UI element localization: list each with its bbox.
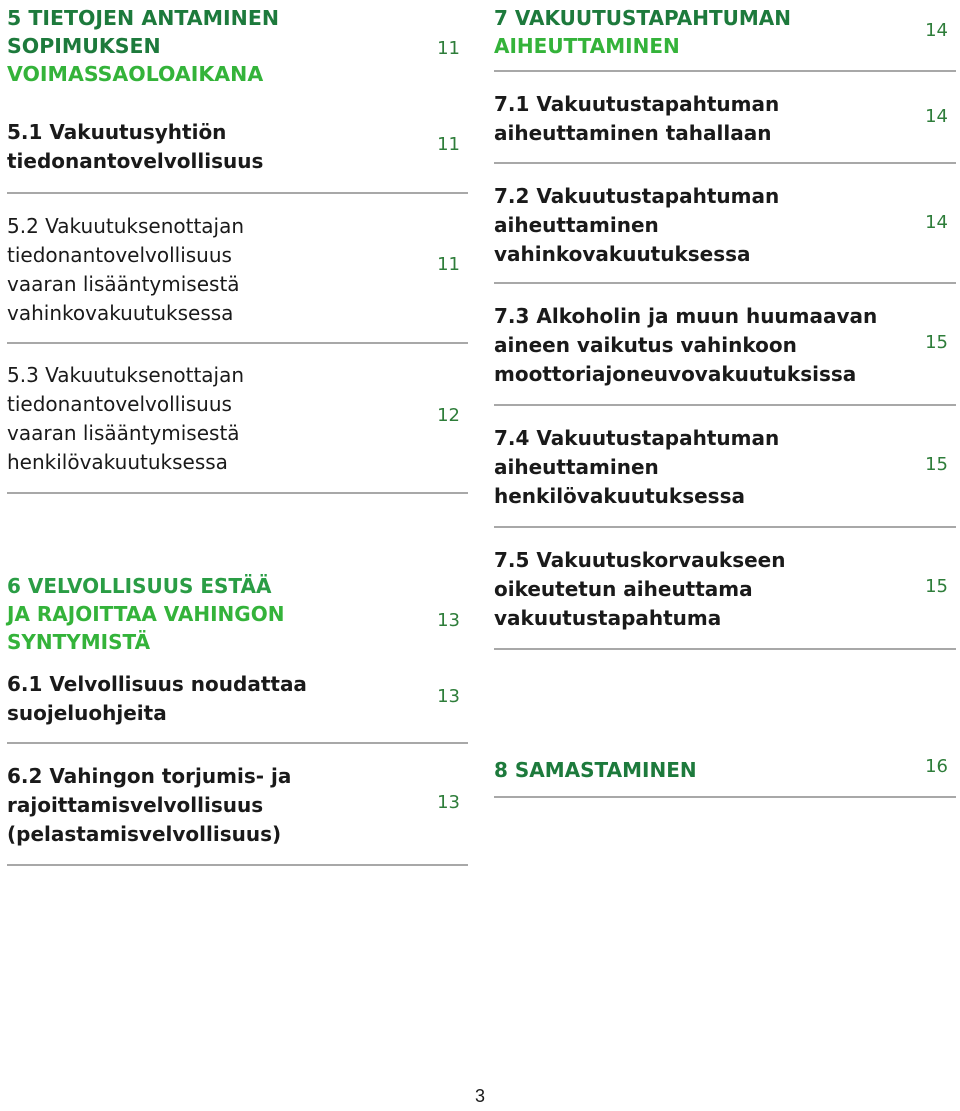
page-number-ref: 11 [437,38,460,59]
page-number-ref: 11 [437,254,460,275]
label-line: 7.1 Vakuutustapahtuman [494,92,780,116]
label-line: vaaran lisääntymisestä [7,421,240,445]
toc-entry-6-2[interactable] [7,762,468,866]
title-line: VOIMASSAOLOAIKANA [7,62,264,86]
title-line: SOPIMUKSEN [7,34,161,58]
toc-section-7[interactable] [494,4,956,72]
page-number-ref: 15 [925,576,948,597]
page-number-ref: 15 [925,454,948,475]
toc-entry-7-2[interactable] [494,182,956,284]
title-line: 5 TIETOJEN ANTAMINEN [7,6,279,30]
title-line: 6 VELVOLLISUUS ESTÄÄ [7,574,272,598]
toc-entry-label [7,670,307,728]
toc-entry-label [494,424,779,511]
label-line: henkilövakuutuksessa [494,484,745,508]
page-number-ref: 13 [437,792,460,813]
page-number-ref: 14 [925,106,948,127]
toc-entry-5-1[interactable] [7,118,468,194]
label-line: 7.5 Vakuutuskorvaukseen [494,548,786,572]
label-line: moottoriajoneuvovakuutuksissa [494,362,857,386]
toc-right-column [494,0,956,798]
label-line: aineen vaikutus vahinkoon [494,333,797,357]
toc-entry-label [7,361,244,477]
label-line: (pelastamisvelvollisuus) [7,822,282,846]
page-number-ref: 13 [437,686,460,707]
title-line: 7 VAKUUTUSTAPAHTUMAN [494,6,792,30]
toc-entry-label [7,118,263,176]
toc-left-column [7,0,468,866]
toc-entry-5-3[interactable] [7,361,468,494]
label-line: 7.2 Vakuutustapahtuman [494,184,780,208]
label-line: oikeutetun aiheuttama [494,577,753,601]
label-line: 5.2 Vakuutuksenottajan [7,214,245,238]
label-line: suojeluohjeita [7,701,167,725]
toc-section-8-title: 8 SAMASTAMINEN [494,758,697,782]
label-line: aiheuttaminen [494,455,659,479]
toc-entry-6-1[interactable] [7,670,468,744]
label-line: vakuutustapahtuma [494,606,722,630]
label-line: vahinkovakuutuksessa [494,242,751,266]
toc-entry-7-1[interactable] [494,90,956,164]
label-line: 6.2 Vahingon torjumis- ja [7,764,292,788]
toc-entry-label [7,762,291,849]
label-line: rajoittamisvelvollisuus [7,793,264,817]
toc-entry-5-2[interactable] [7,212,468,344]
toc-section-7-title [494,4,791,60]
label-line: 5.1 Vakuutusyhtiön [7,120,227,144]
toc-entry-7-5[interactable] [494,546,956,650]
toc-entry-7-3[interactable] [494,302,956,406]
page-number-ref: 12 [437,405,460,426]
page-number-ref: 14 [925,20,948,41]
toc-section-5-title [7,4,279,88]
label-line: aiheuttaminen [494,213,659,237]
label-line: tiedonantovelvollisuus [7,392,232,416]
toc-entry-label [494,546,785,633]
toc-section-6-title [7,572,284,656]
toc-entry-7-4[interactable] [494,424,956,528]
toc-entry-label [7,212,244,328]
toc-section-5[interactable] [7,4,468,92]
label-line: vahinkovakuutuksessa [7,301,234,325]
label-line: vaaran lisääntymisestä [7,272,240,296]
toc-section-6[interactable] [7,572,468,666]
label-line: henkilövakuutuksessa [7,450,228,474]
toc-entry-label [494,90,779,148]
page-number-ref: 15 [925,332,948,353]
page-number-ref: 11 [437,134,460,155]
label-line: 7.3 Alkoholin ja muun huumaavan [494,304,878,328]
title-line: JA RAJOITTAA VAHINGON [7,602,285,626]
page-number-ref: 16 [925,756,948,777]
toc-section-8[interactable] [494,756,956,798]
label-line: tiedonantovelvollisuus [7,243,232,267]
toc-entry-label [494,302,877,389]
page-number-ref: 13 [437,610,460,631]
footer-page-number: 3 [474,1086,485,1106]
label-line: 5.3 Vakuutuksenottajan [7,363,245,387]
page-number-ref: 14 [925,212,948,233]
label-line: 6.1 Velvollisuus noudattaa [7,672,307,696]
toc-entry-label [494,182,779,269]
label-line: 7.4 Vakuutustapahtuman [494,426,780,450]
title-line: SYNTYMISTÄ [7,630,151,654]
label-line: aiheuttaminen tahallaan [494,121,772,145]
label-line: tiedonantovelvollisuus [7,149,264,173]
title-line: AIHEUTTAMINEN [494,34,680,58]
